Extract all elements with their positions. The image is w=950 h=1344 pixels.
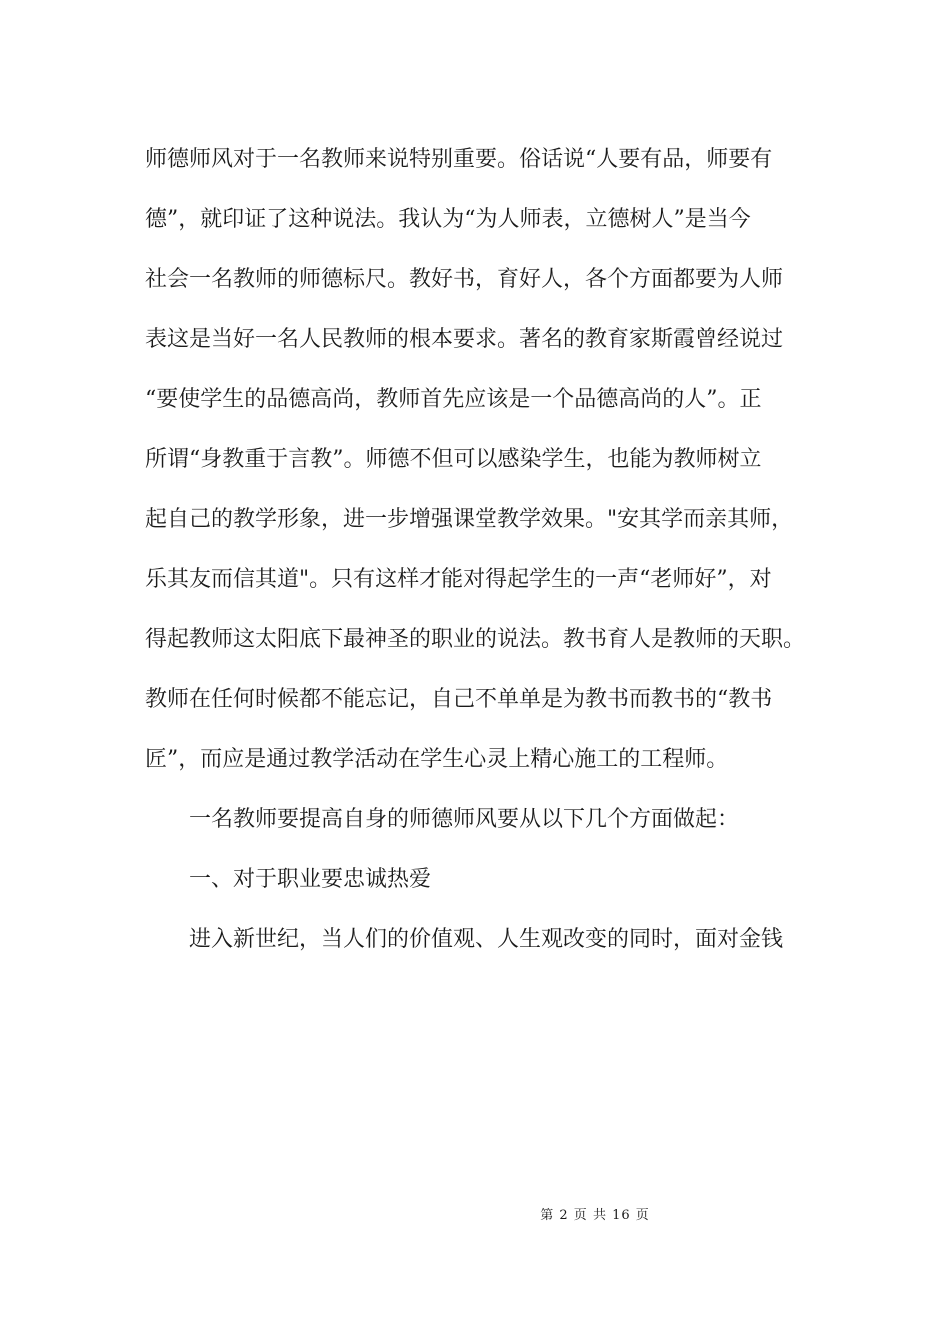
- text-line: 德”，就印证了这种说法。我认为“为人师表，立德树人”是当今: [145, 207, 751, 232]
- text-line: “要使学生的品德高尚，教师首先应该是一个品德高尚的人”。正: [145, 387, 762, 412]
- body-text: [145, 130, 825, 970]
- text-line: 所谓“身教重于言教”。师德不但可以感染学生，也能为教师树立: [145, 447, 762, 472]
- page-footer: [0, 1204, 950, 1223]
- text-line: 社会一名教师的师德标尺。教好书，育好人，各个方面都要为人师: [145, 267, 784, 292]
- footer-current-page: 2: [559, 1208, 569, 1223]
- text-line: 进入新世纪，当人们的价值观、人生观改变的同时，面对金钱: [189, 927, 784, 952]
- text-line: 匠”，而应是通过教学活动在学生心灵上精心施工的工程师。: [145, 747, 729, 772]
- footer-total-pages: 16: [612, 1208, 631, 1223]
- text-line: 乐其友而信其道"。只有这样才能对得起学生的一声“老师好”，对: [145, 567, 772, 592]
- text-line: 教师在任何时候都不能忘记，自己不单单是为教书而教书的“教书: [145, 687, 773, 712]
- footer-label-total: 共: [592, 1208, 607, 1223]
- footer-label-page: 第: [540, 1208, 555, 1223]
- text-line: 师德师风对于一名教师来说特别重要。俗话说“人要有品，师要有: [145, 147, 773, 172]
- text-line: 起自己的教学形象，进一步增强课堂教学效果。"安其学而亲其师，: [145, 507, 794, 532]
- section-heading: 一、对于职业要忠诚热爱: [189, 867, 432, 892]
- text-line: 表这是当好一名人民教师的根本要求。著名的教育家斯霞曾经说过: [145, 327, 784, 352]
- paragraph-intro-line: 一名教师要提高自身的师德师风要从以下几个方面做起：: [189, 807, 740, 832]
- text-line: 得起教师这太阳底下最神圣的职业的说法。教书育人是教师的天职。: [145, 627, 806, 652]
- footer-label-page-unit: 页: [573, 1208, 588, 1223]
- footer-label-total-unit: 页: [635, 1208, 650, 1223]
